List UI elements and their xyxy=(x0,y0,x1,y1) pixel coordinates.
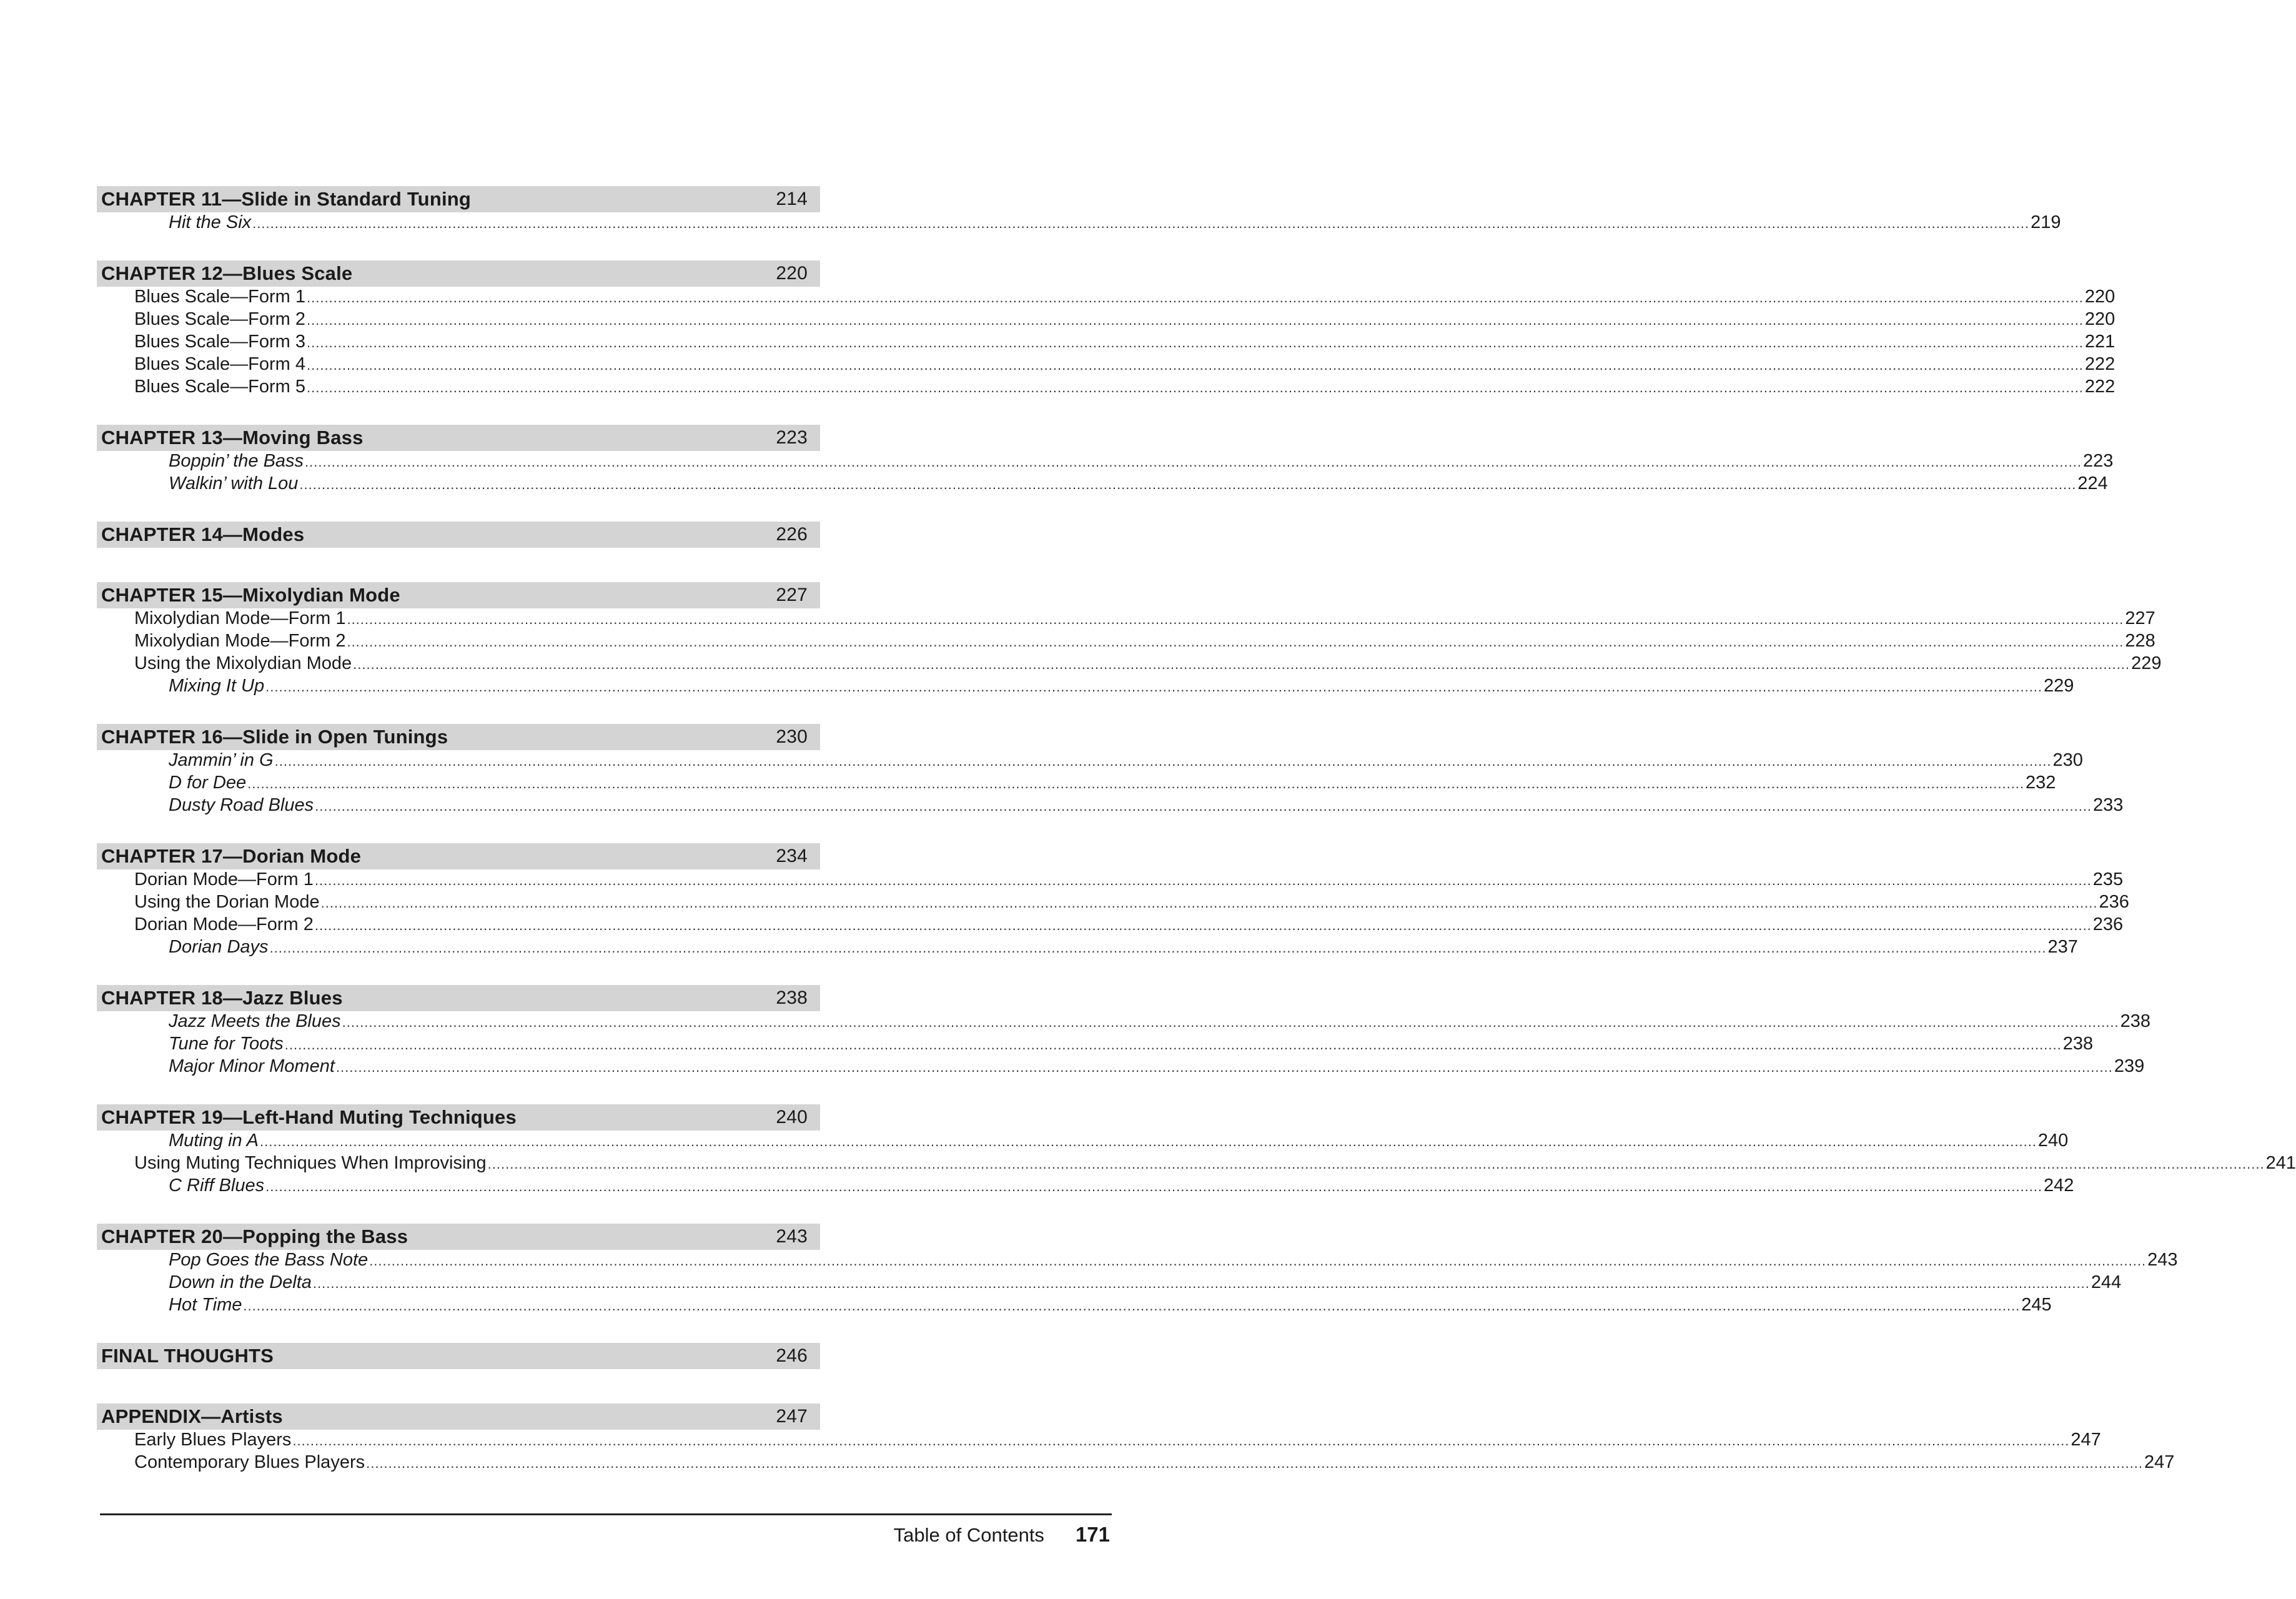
dot-leader: ................................................................................................................................................................................................................................................................................................................................................................................................................ xyxy=(307,312,2084,328)
toc-entry[interactable] xyxy=(97,892,2129,914)
chapter-heading[interactable] xyxy=(97,582,820,608)
dot-leader: ................................................................................................................................................................................................................................................................................................................................................................................................................ xyxy=(314,918,2092,933)
entry-title: Contemporary Blues Players xyxy=(134,1452,365,1472)
entry-title: Major Minor Moment xyxy=(169,1056,335,1076)
chapter-page: 223 xyxy=(776,427,808,448)
toc-entry[interactable] xyxy=(97,676,2074,698)
chapter-title: FINAL THOUGHTS xyxy=(101,1345,274,1367)
entry-page: 243 xyxy=(2147,1250,2178,1270)
entry-page: 219 xyxy=(2031,212,2061,232)
entry-title: Walkin’ with Lou xyxy=(169,473,299,493)
chapter-page: 247 xyxy=(776,1406,808,1427)
dot-leader: ................................................................................................................................................................................................................................................................................................................................................................................................................ xyxy=(284,1037,2062,1052)
dot-leader: ................................................................................................................................................................................................................................................................................................................................................................................................................ xyxy=(274,753,2052,769)
toc-entry[interactable] xyxy=(97,631,2155,653)
entry-title: Blues Scale—Form 1 xyxy=(134,287,305,307)
toc-entry[interactable] xyxy=(97,773,2056,795)
page-number: 171 xyxy=(1075,1523,1110,1546)
entry-page: 227 xyxy=(2125,608,2155,628)
dot-leader: ................................................................................................................................................................................................................................................................................................................................................................................................................ xyxy=(269,940,2047,956)
chapter-page: 243 xyxy=(776,1226,808,1247)
dot-leader: ................................................................................................................................................................................................................................................................................................................................................................................................................ xyxy=(314,873,2092,888)
entry-title: Blues Scale—Form 5 xyxy=(134,377,305,397)
entry-page: 242 xyxy=(2044,1176,2074,1196)
toc-entry[interactable] xyxy=(97,287,2115,309)
dot-leader: ................................................................................................................................................................................................................................................................................................................................................................................................................ xyxy=(307,380,2084,395)
entry-page: 235 xyxy=(2092,869,2124,889)
chapter-title: CHAPTER 11—Slide in Standard Tuning xyxy=(101,188,472,210)
chapter-page: 220 xyxy=(776,263,808,284)
entry-page: 247 xyxy=(2071,1430,2101,1450)
chapter-section xyxy=(97,1104,2296,1198)
entry-title: Pop Goes the Bass Note xyxy=(169,1250,369,1270)
chapter-page: 227 xyxy=(776,585,808,605)
chapter-page: 234 xyxy=(776,846,808,866)
entry-title: Using the Mixolydian Mode xyxy=(134,653,352,673)
entry-page: 236 xyxy=(2099,892,2129,912)
dot-leader: ................................................................................................................................................................................................................................................................................................................................................................................................................ xyxy=(320,895,2098,911)
toc-entry[interactable] xyxy=(97,212,2061,235)
dot-leader: ................................................................................................................................................................................................................................................................................................................................................................................................................ xyxy=(353,656,2130,672)
entry-page: 224 xyxy=(2077,473,2108,493)
dot-leader: ................................................................................................................................................................................................................................................................................................................................................................................................................ xyxy=(335,1059,2113,1075)
dot-leader: ................................................................................................................................................................................................................................................................................................................................................................................................................ xyxy=(347,634,2124,650)
toc-entry[interactable] xyxy=(97,309,2115,332)
chapter-page: 214 xyxy=(776,189,808,209)
entry-title: Jazz Meets the Blues xyxy=(169,1011,341,1031)
chapter-section xyxy=(97,843,2129,959)
table-of-contents xyxy=(97,186,2296,1500)
chapter-title: APPENDIX—Artists xyxy=(101,1405,283,1427)
entry-title: Blues Scale—Form 4 xyxy=(134,354,305,374)
toc-entry[interactable] xyxy=(97,1295,2052,1317)
entry-title: Hit the Six xyxy=(169,212,252,232)
chapter-heading[interactable] xyxy=(97,260,820,287)
entry-title: Muting in A xyxy=(169,1131,259,1151)
chapter-title: CHAPTER 17—Dorian Mode xyxy=(101,845,362,867)
chapter-page: 238 xyxy=(776,988,808,1008)
entry-page: 221 xyxy=(2084,332,2115,352)
dot-leader: ................................................................................................................................................................................................................................................................................................................................................................................................................ xyxy=(265,679,2043,695)
entry-title: Dorian Days xyxy=(169,937,269,957)
entry-page: 229 xyxy=(2044,676,2074,696)
dot-leader: ................................................................................................................................................................................................................................................................................................................................................................................................................ xyxy=(307,290,2084,305)
entry-title: Mixolydian Mode—Form 1 xyxy=(134,608,346,628)
toc-entry[interactable] xyxy=(97,1272,2122,1295)
dot-leader: ................................................................................................................................................................................................................................................................................................................................................................................................................ xyxy=(312,1275,2090,1291)
entry-title: Dorian Mode—Form 2 xyxy=(134,914,314,934)
entry-page: 247 xyxy=(2144,1452,2175,1472)
entry-page: 237 xyxy=(2047,937,2078,957)
toc-entry[interactable] xyxy=(97,937,2078,959)
chapter-section xyxy=(97,985,2150,1079)
chapter-section xyxy=(97,1403,2175,1475)
entry-page: 244 xyxy=(2091,1272,2122,1292)
dot-leader: ................................................................................................................................................................................................................................................................................................................................................................................................................ xyxy=(307,357,2084,373)
entry-title: Boppin’ the Bass xyxy=(169,451,304,471)
entry-title: D for Dee xyxy=(169,773,247,793)
entry-title: Using Muting Techniques When Improvising xyxy=(134,1153,487,1173)
chapter-section xyxy=(97,260,2115,399)
entry-page: 220 xyxy=(2084,287,2115,307)
footer-rule xyxy=(100,1513,1112,1515)
chapter-heading[interactable] xyxy=(97,1224,820,1250)
chapter-title: CHAPTER 12—Blues Scale xyxy=(101,262,353,284)
entry-page: 229 xyxy=(2131,653,2162,673)
chapter-section xyxy=(97,1224,2178,1317)
chapter-heading[interactable] xyxy=(97,425,820,451)
toc-entry[interactable] xyxy=(97,1250,2178,1272)
entry-page: 236 xyxy=(2092,914,2124,934)
chapter-heading[interactable] xyxy=(97,985,820,1011)
footer-label: Table of Contents xyxy=(893,1524,1044,1546)
entry-title: Hot Time xyxy=(169,1295,242,1315)
chapter-page: 230 xyxy=(776,726,808,747)
toc-entry[interactable] xyxy=(97,914,2124,937)
toc-entry[interactable] xyxy=(97,1131,2069,1153)
chapter-section xyxy=(97,186,2061,235)
entry-title: Jammin’ in G xyxy=(169,750,274,770)
dot-leader: ................................................................................................................................................................................................................................................................................................................................................................................................................ xyxy=(265,1179,2043,1194)
chapter-section xyxy=(97,522,820,548)
entry-page: 238 xyxy=(2120,1011,2150,1031)
dot-leader: ................................................................................................................................................................................................................................................................................................................................................................................................................ xyxy=(247,776,2025,791)
dot-leader: ................................................................................................................................................................................................................................................................................................................................................................................................................ xyxy=(252,215,2030,231)
chapter-title: CHAPTER 16—Slide in Open Tunings xyxy=(101,726,448,748)
dot-leader: ................................................................................................................................................................................................................................................................................................................................................................................................................ xyxy=(307,335,2084,350)
entry-page: 232 xyxy=(2026,773,2056,793)
chapter-heading[interactable] xyxy=(97,724,820,750)
toc-entry[interactable] xyxy=(97,1176,2074,1198)
chapter-title: CHAPTER 20—Popping the Bass xyxy=(101,1225,408,1247)
toc-entry[interactable] xyxy=(97,1153,2296,1176)
entry-title: Mixolydian Mode—Form 2 xyxy=(134,631,346,651)
toc-entry[interactable] xyxy=(97,608,2155,631)
entry-page: 239 xyxy=(2114,1056,2145,1076)
chapter-section xyxy=(97,582,2162,698)
chapter-heading[interactable] xyxy=(97,1343,820,1369)
entry-title: Blues Scale—Form 2 xyxy=(134,309,305,329)
entry-title: C Riff Blues xyxy=(169,1176,265,1196)
chapter-page: 246 xyxy=(776,1345,808,1366)
dot-leader: ................................................................................................................................................................................................................................................................................................................................................................................................................ xyxy=(299,477,2077,492)
entry-page: 223 xyxy=(2082,451,2114,471)
entry-title: Dorian Mode—Form 1 xyxy=(134,869,314,889)
chapter-title: CHAPTER 14—Modes xyxy=(101,523,305,545)
chapter-section xyxy=(97,724,2124,818)
dot-leader: ................................................................................................................................................................................................................................................................................................................................................................................................................ xyxy=(243,1298,2021,1314)
entry-title: Tune for Toots xyxy=(169,1034,284,1054)
entry-page: 245 xyxy=(2021,1295,2052,1315)
toc-entry[interactable] xyxy=(97,473,2108,496)
entry-title: Down in the Delta xyxy=(169,1272,312,1292)
page-footer xyxy=(894,1523,1110,1547)
dot-leader: ................................................................................................................................................................................................................................................................................................................................................................................................................ xyxy=(347,611,2124,627)
dot-leader: ................................................................................................................................................................................................................................................................................................................................................................................................................ xyxy=(305,454,2082,470)
toc-entry[interactable] xyxy=(97,1452,2175,1475)
entry-page: 241 xyxy=(2265,1153,2296,1173)
entry-title: Blues Scale—Form 3 xyxy=(134,332,305,352)
chapter-section xyxy=(97,425,2114,496)
toc-entry[interactable] xyxy=(97,869,2124,892)
entry-page: 230 xyxy=(2052,750,2083,770)
entry-page: 238 xyxy=(2062,1034,2094,1054)
toc-entry[interactable] xyxy=(97,1056,2145,1079)
chapter-title: CHAPTER 19—Left-Hand Muting Techniques xyxy=(101,1106,517,1128)
toc-entry[interactable] xyxy=(97,653,2162,676)
entry-title: Mixing It Up xyxy=(169,676,265,696)
chapter-heading[interactable] xyxy=(97,843,820,869)
chapter-title: CHAPTER 13—Moving Bass xyxy=(101,427,364,448)
entry-title: Using the Dorian Mode xyxy=(134,892,320,912)
toc-entry[interactable] xyxy=(97,354,2115,377)
toc-entry[interactable] xyxy=(97,750,2083,773)
dot-leader: ................................................................................................................................................................................................................................................................................................................................................................................................................ xyxy=(487,1156,2265,1172)
toc-entry[interactable] xyxy=(97,1011,2150,1034)
chapter-heading[interactable] xyxy=(97,186,820,212)
chapter-page: 240 xyxy=(776,1107,808,1127)
entry-title: Dusty Road Blues xyxy=(169,795,314,815)
dot-leader: ................................................................................................................................................................................................................................................................................................................................................................................................................ xyxy=(315,798,2092,814)
dot-leader: ................................................................................................................................................................................................................................................................................................................................................................................................................ xyxy=(369,1253,2147,1269)
toc-entry[interactable] xyxy=(97,1034,2094,1056)
dot-leader: ................................................................................................................................................................................................................................................................................................................................................................................................................ xyxy=(342,1014,2119,1030)
chapter-heading[interactable] xyxy=(97,522,820,548)
chapter-title: CHAPTER 15—Mixolydian Mode xyxy=(101,584,400,606)
entry-page: 240 xyxy=(2037,1131,2069,1151)
entry-page: 222 xyxy=(2084,377,2115,397)
toc-entry[interactable] xyxy=(97,451,2114,473)
chapter-page: 226 xyxy=(776,524,808,545)
dot-leader: ................................................................................................................................................................................................................................................................................................................................................................................................................ xyxy=(260,1134,2037,1149)
chapter-section xyxy=(97,1343,820,1369)
entry-page: 222 xyxy=(2084,354,2115,374)
toc-entry[interactable] xyxy=(97,795,2124,818)
entry-page: 228 xyxy=(2125,631,2155,651)
dot-leader: ................................................................................................................................................................................................................................................................................................................................................................................................................ xyxy=(292,1433,2070,1448)
toc-entry[interactable] xyxy=(97,1430,2101,1452)
entry-title: Early Blues Players xyxy=(134,1430,292,1450)
chapter-title: CHAPTER 18—Jazz Blues xyxy=(101,987,343,1009)
entry-page: 220 xyxy=(2084,309,2115,329)
toc-entry[interactable] xyxy=(97,377,2115,399)
chapter-heading[interactable] xyxy=(97,1403,820,1430)
toc-entry[interactable] xyxy=(97,332,2115,354)
entry-page: 233 xyxy=(2093,795,2124,815)
dot-leader: ................................................................................................................................................................................................................................................................................................................................................................................................................ xyxy=(366,1455,2144,1471)
chapter-heading[interactable] xyxy=(97,1104,820,1131)
